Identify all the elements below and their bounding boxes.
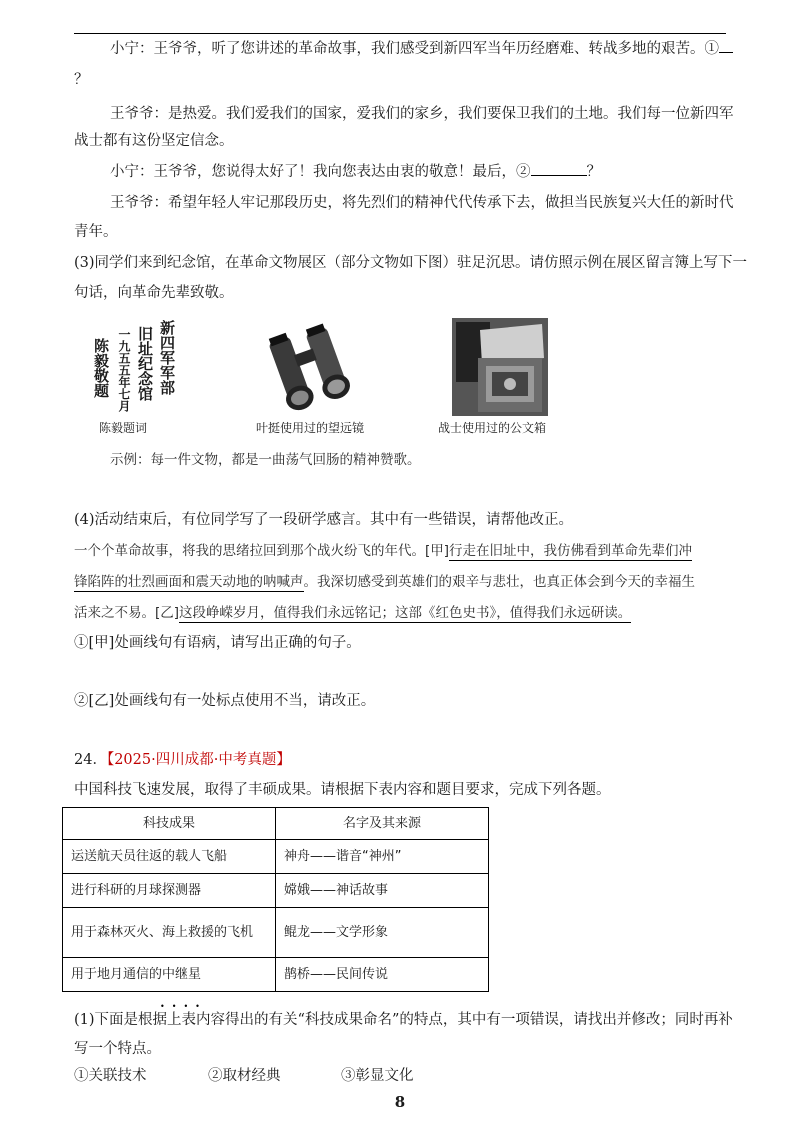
option-2: ②取材经典 [208, 1068, 281, 1084]
q24-intro: 中国科技飞速发展，取得了丰硕成果。请根据下表内容和题目要求，完成下列各题。 [74, 782, 611, 798]
q24-sub-question-1a: (1)下面是根据上表内容得出的有关“科技成果命名”的特点，其中有一项错误，请找出并修改；同时再补 [74, 1012, 733, 1028]
table-cell: 神舟——谐音“神州” [276, 840, 489, 874]
q4-paragraph-line-2: 锋陷阵的壮烈画面和震天动地的呐喊声。我深切感受到英雄们的艰辛与悲壮，也真正体会到今天的幸福生 [74, 574, 695, 590]
binoculars-image [262, 320, 362, 418]
q3-line-1: (3)同学们来到纪念馆，在革命文物展区（部分文物如下图）驻足沉思。请仿照示例在展区留言簿上写下一 [74, 255, 748, 271]
caption-calligraphy: 陈毅题词 [99, 421, 148, 435]
binoculars-icon [262, 320, 362, 418]
emphasis-dots: •••• [160, 1002, 207, 1011]
table-header-cell: 科技成果 [63, 808, 276, 840]
answer-blank-2[interactable] [531, 175, 587, 176]
q3-line-2: 句话，向革命先辈致敬。 [74, 285, 234, 301]
sentence-jia-part-2: 锋陷阵的壮烈画面和震天动地的呐喊声 [74, 574, 304, 590]
calligraphy-col-2: 旧址纪念馆 [136, 326, 154, 401]
calligraphy-col-1: 新四军军部 [158, 320, 176, 395]
table-header-cell: 名字及其来源 [276, 808, 489, 840]
table-row [63, 958, 489, 992]
tech-achievements-table [62, 807, 489, 992]
sentence-jia-part-1: 行走在旧址中，我仿佛看到革命先辈们冲 [449, 543, 693, 559]
table-cell: 鹊桥——民间传说 [276, 958, 489, 992]
q4-intro: (4)活动结束后，有位同学写了一段研学感言。其中有一些错误，请帮他改正。 [74, 512, 574, 528]
table-cell: 用于地月通信的中继星 [63, 958, 276, 992]
dialogue-line-2a: 王爷爷：是热爱。我们爱我们的国家，爱我们的家乡，我们要保卫我们的土地。我们每一位新四军 [110, 106, 734, 122]
dialogue-line-1: 小宁：王爷爷，听了您讲述的革命故事，我们感受到新四军当年历经磨难、转战多地的艰苦。① [110, 39, 733, 59]
option-1: ①关联技术 [74, 1068, 147, 1084]
dialogue-line-2b: 战士都有这份坚定信念。 [74, 133, 234, 149]
dialogue-line-1-end: ？ [74, 72, 89, 88]
table-cell: 鲲龙——文学形象 [276, 908, 489, 958]
calligraphy-col-4: 陈毅敬题 [92, 338, 110, 398]
calligraphy-image [80, 318, 178, 418]
q4-paragraph-line-3: 活来之不易。[乙]这段峥嵘岁月，值得我们永远铭记；这部《红色史书》，值得我们永远研读。 [74, 605, 632, 621]
document-box-image [452, 318, 548, 416]
q24-heading: 24．【2025·四川成都·中考真题】 [74, 752, 291, 768]
q24-source: 【2025·四川成都·中考真题】 [106, 752, 291, 768]
table-row [63, 908, 489, 958]
caption-binoculars: 叶挺使用过的望远镜 [256, 421, 365, 435]
q4-sub-question-1: ①[甲]处画线句有语病，请写出正确的句子。 [74, 635, 361, 651]
table-cell: 嫦娥——神话故事 [276, 874, 489, 908]
dialogue-line-4b: 青年。 [74, 224, 118, 240]
q4-paragraph-line-1: 一个个革命故事，将我的思绪拉回到那个战火纷飞的年代。[甲]行走在旧址中，我仿佛看到革命先辈们冲 [74, 543, 693, 559]
calligraphy-col-3: 一九五五年七月 [117, 328, 131, 412]
q4-sub-question-2: ②[乙]处画线句有一处标点使用不当，请改正。 [74, 693, 376, 709]
caption-document-box: 战士使用过的公文箱 [438, 421, 547, 435]
table-cell: 运送航天员往返的载人飞船 [63, 840, 276, 874]
table-cell: 用于森林灭火、海上救援的飞机 [63, 908, 276, 958]
table-header-row [63, 808, 489, 840]
dialogue-line-3: 小宁：王爷爷，您说得太好了！我向您表达由衷的敬意！最后，② ？ [110, 164, 601, 180]
q24-sub-question-1b: 写一个特点。 [74, 1041, 161, 1057]
header-rule [74, 33, 726, 34]
table-row [63, 874, 489, 908]
sentence-yi: 这段峥嵘岁月，值得我们永远铭记；这部《红色史书》，值得我们永远研读。 [179, 605, 632, 621]
document-box-icon [452, 318, 548, 416]
table-cell: 进行科研的月球探测器 [63, 874, 276, 908]
option-3: ③彰显文化 [341, 1068, 414, 1084]
table-row [63, 840, 489, 874]
page-number: 8 [394, 1093, 406, 1111]
answer-blank-1[interactable] [719, 52, 733, 53]
q3-example: 示例：每一件文物，都是一曲荡气回肠的精神赞歌。 [110, 452, 421, 468]
dialogue-line-4a: 王爷爷：希望年轻人牢记那段历史，将先烈们的精神代代传承下去，做担当民族复兴大任的新时代 [110, 195, 734, 211]
